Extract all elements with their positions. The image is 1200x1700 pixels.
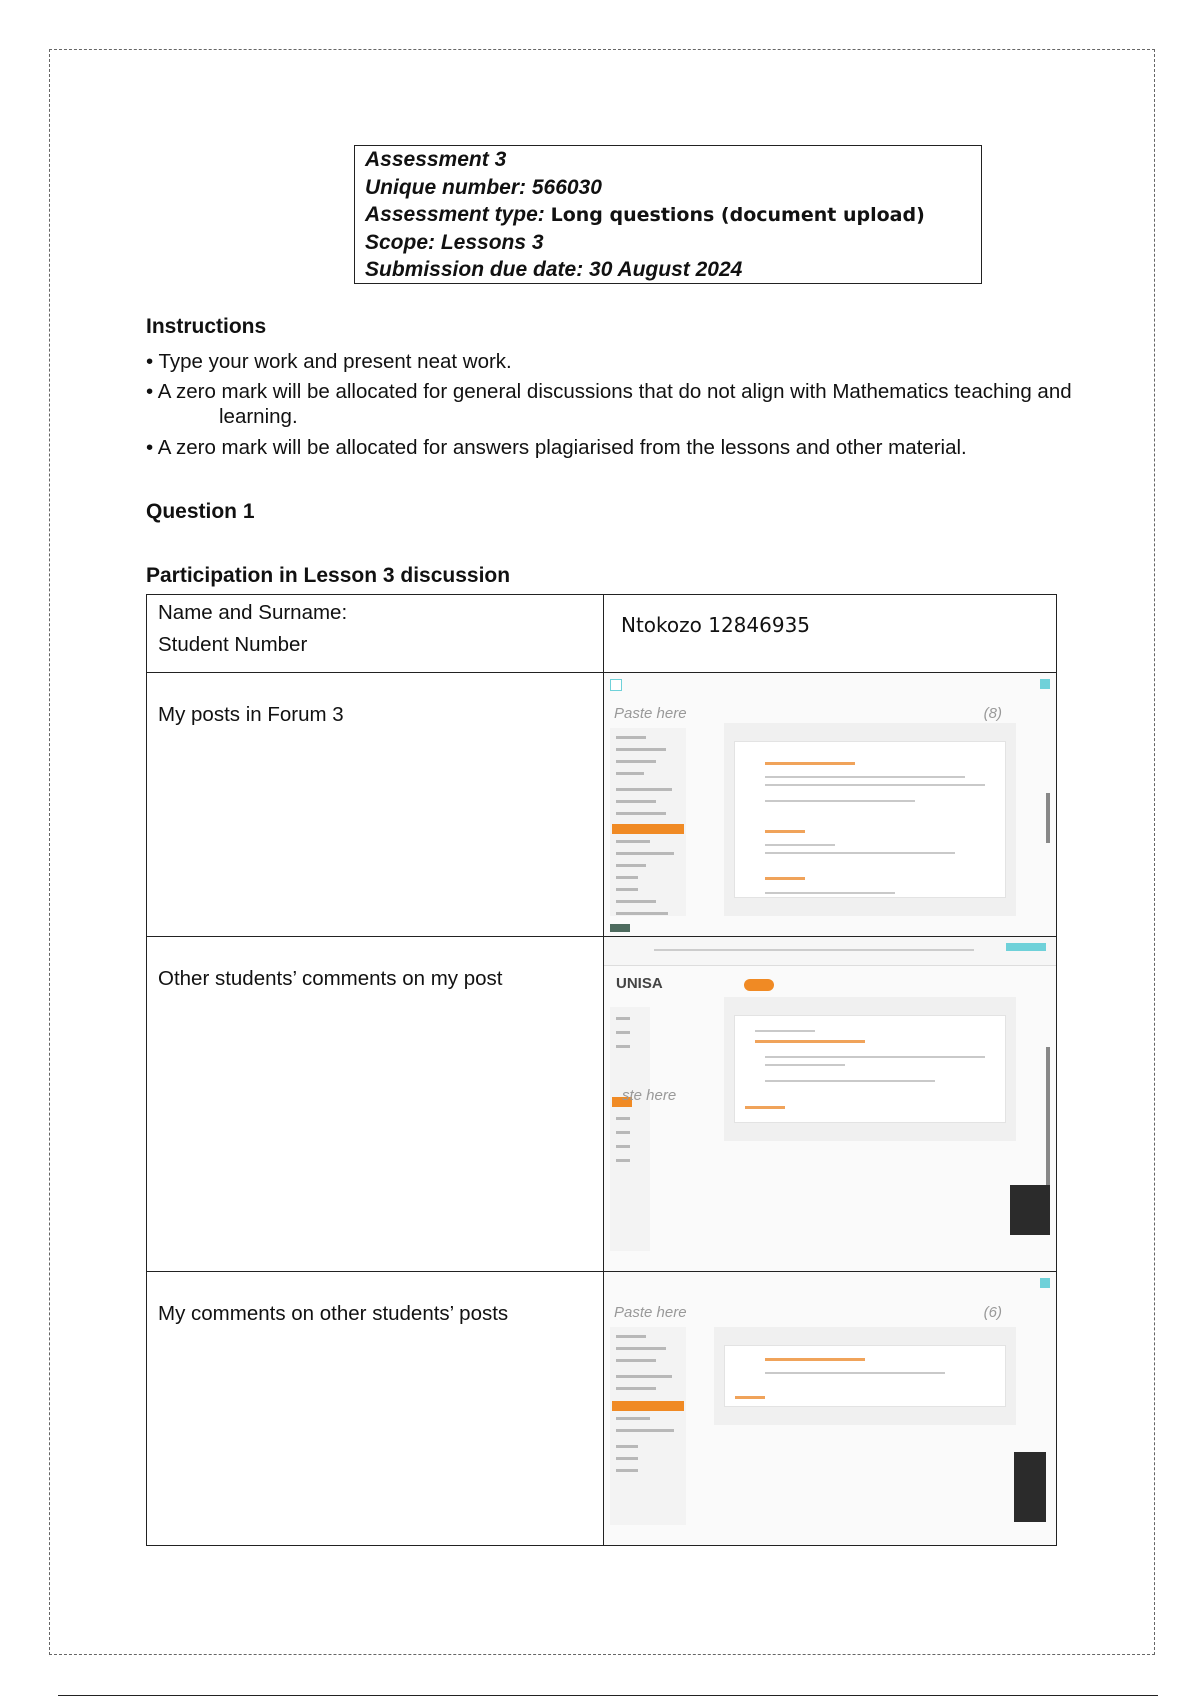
name-student-value: Ntokozo 12846935 (621, 613, 811, 637)
sidebar-item-active (612, 1401, 684, 1411)
scope: Scope: Lessons 3 (365, 230, 544, 254)
sidebar-item-active (612, 824, 684, 834)
assessment-info-box (354, 145, 982, 284)
video-overlay (1014, 1452, 1046, 1522)
unique-number: Unique number: 566030 (365, 175, 602, 199)
forum-sidebar (610, 1327, 686, 1525)
forum-post-card (734, 741, 1006, 898)
name-value-cell (604, 595, 1057, 673)
table-row (147, 595, 1057, 673)
table-row (147, 1272, 1057, 1546)
forum-posts-screenshot (604, 673, 1056, 936)
close-icon (1040, 1278, 1050, 1288)
assessment-type-label: Assessment type: (365, 203, 545, 226)
due-date: Submission due date: 30 August 2024 (365, 258, 743, 281)
name-cell (147, 595, 604, 673)
instructions-heading: Instructions (146, 315, 267, 338)
forum-sidebar (610, 1007, 650, 1251)
other-comments-screenshot-cell (604, 937, 1057, 1272)
browser-bar (604, 937, 1056, 966)
forum-main (724, 723, 1016, 916)
paste-here-text: Paste here (614, 1304, 687, 1321)
name-label: Name and Surname: (158, 601, 348, 624)
table-row (147, 673, 1057, 937)
window-controls-icon (1006, 943, 1046, 951)
instruction-item-2-cont: learning. (219, 405, 298, 428)
comment-count: (6) (983, 1304, 1002, 1321)
close-icon (1040, 679, 1050, 689)
forum-main (714, 1327, 1016, 1425)
comment-card (724, 1345, 1006, 1407)
window-icon (610, 679, 622, 691)
bottom-rule (58, 1695, 1158, 1696)
assessment-title: Assessment 3 (365, 148, 507, 171)
unisa-logo: UNISA (616, 975, 663, 992)
post-count: (8) (983, 705, 1002, 722)
paste-here-text: Paste here (614, 705, 687, 722)
participation-table (146, 594, 1057, 1546)
question-subheading: Participation in Lesson 3 discussion (146, 564, 511, 587)
scrollbar[interactable] (1046, 793, 1050, 843)
my-comments-label: My comments on other students’ posts (158, 1302, 509, 1325)
question-heading: Question 1 (146, 500, 255, 523)
video-overlay (1010, 1185, 1050, 1235)
forum-posts-screenshot-cell (604, 673, 1057, 937)
paste-here-text: ste here (622, 1087, 677, 1104)
comment-card (734, 1015, 1006, 1123)
other-comments-screenshot (604, 937, 1056, 1271)
instruction-item-3: • A zero mark will be allocated for answers plagiarised from the lessons and other material. (146, 436, 967, 459)
my-comments-screenshot (604, 1272, 1056, 1545)
taskbar-icon (610, 924, 630, 932)
table-row (147, 937, 1057, 1272)
assessment-type (365, 201, 971, 229)
forum-main (724, 997, 1016, 1141)
instruction-item-2: • A zero mark will be allocated for general discussions that do not align with Mathematics teaching and (146, 380, 1072, 403)
other-comments-label: Other students’ comments on my post (158, 967, 503, 990)
instruction-item-1: • Type your work and present neat work. (146, 350, 512, 373)
forum-posts-label: My posts in Forum 3 (158, 703, 344, 726)
nav-tab-active[interactable] (744, 979, 774, 991)
scrollbar[interactable] (1046, 1047, 1050, 1187)
my-comments-screenshot-cell (604, 1272, 1057, 1546)
assessment-type-value: Long questions (document upload) (550, 204, 925, 226)
student-number-label: Student Number (158, 633, 308, 656)
forum-sidebar (610, 728, 686, 916)
